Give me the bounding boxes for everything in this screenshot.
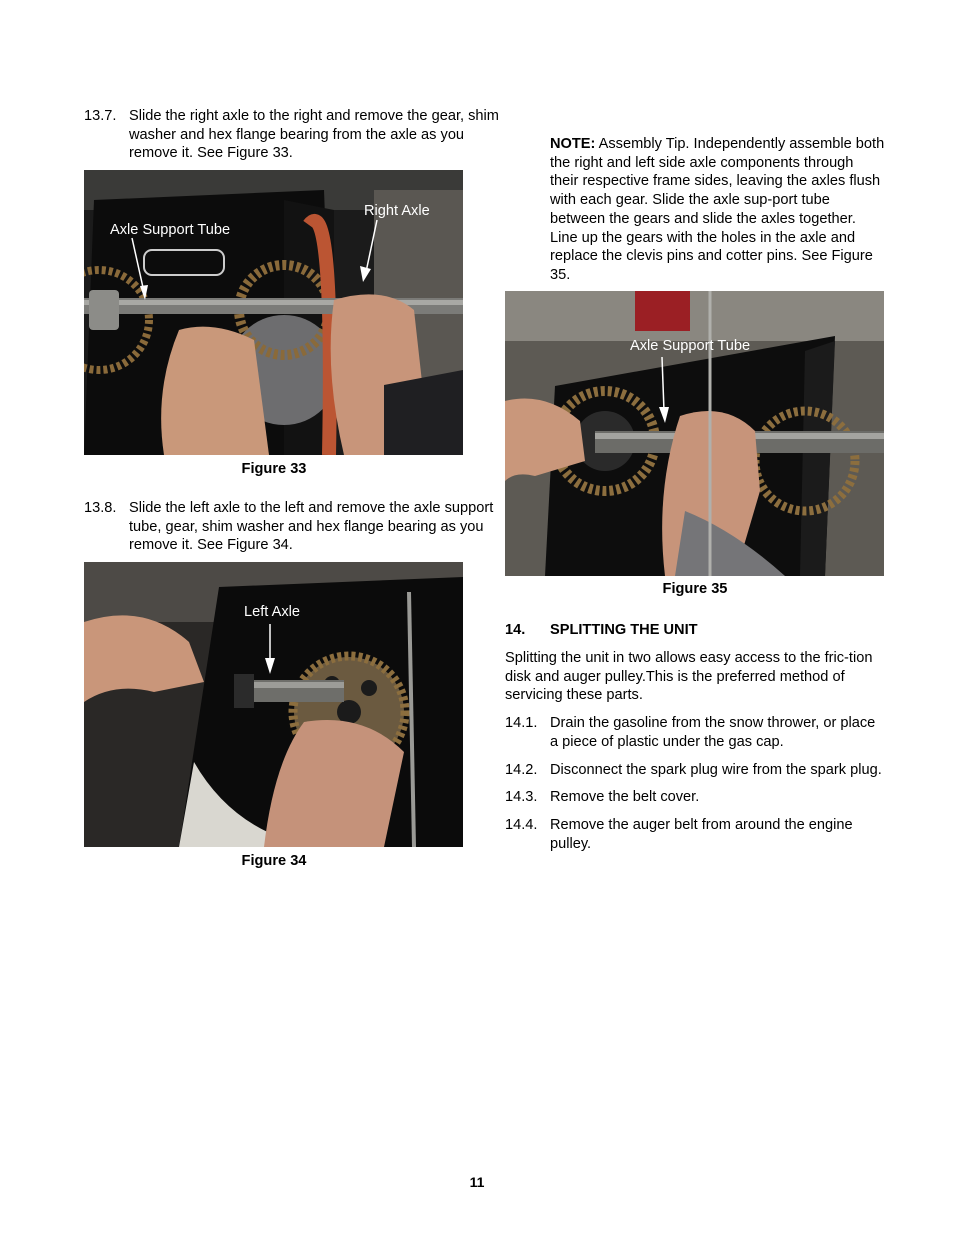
note-text: Assembly Tip. Independently assemble both the right and left side axle components through their respective frame sides, leaving the axles flush with each gear. Slide the axle sup-port tube between the gears and slide the axles together. Line up the gears with the holes in the axle and replace the clevis pins and cotter pins. See Figure 35. [550,136,885,283]
section-number: 14. [505,622,526,639]
right-column [505,107,885,853]
step-number: 14.3. [505,789,538,806]
step-text: Slide the right axle to the right and remove the gear, shim washer and hex flange bearing from the axle as you remove it. See Figure 33. [129,108,499,162]
section-14-intro: Splitting the unit in two allows easy access to the fric-tion disk and auger pulley.This is the preferred method of servicing these parts. [505,650,873,704]
step-number: 13.8. [84,499,117,516]
figure-35-illustration [505,291,884,576]
step-13-8 [84,499,504,555]
figure-34-photo [84,562,463,847]
figure-34-caption: Figure 34 [241,852,307,869]
assembly-note [505,135,885,285]
step-text: Remove the auger belt from around the engine pulley. [550,816,853,852]
left-axle-label: Left Axle [244,603,300,620]
note-label: NOTE: [550,136,596,152]
step-text: Slide the left axle to the left and remove the axle support tube, gear, shim washer and hex flange bearing as you remove it. See Figure 34. [129,499,494,554]
step-number: 13.7. [84,108,117,124]
step-number: 14.2. [505,761,538,778]
step-14-3 [505,788,885,807]
step-14-4 [505,816,885,853]
axle-support-tube-label: Axle Support Tube [630,337,751,354]
figure-33-caption: Figure 33 [241,461,307,478]
step-14-1 [505,714,885,751]
left-column [84,107,499,871]
section-14-steps [505,714,885,853]
step-14-2 [505,761,885,780]
step-text: Drain the gasoline from the snow thrower, or place a piece of plastic under the gas cap. [550,715,876,750]
right-axle-label: Right Axle [364,203,430,220]
figure-33-photo [84,170,463,455]
section-14-heading [505,621,885,640]
section-title: SPLITTING THE UNIT [550,622,698,639]
figure-35-photo [505,291,884,576]
step-13-7 [84,107,504,163]
step-number: 14.1. [505,715,538,732]
page-number: 11 [469,1174,485,1190]
axle-support-tube-label: Axle Support Tube [110,222,231,239]
step-text: Disconnect the spark plug wire from the spark plug. [550,761,882,778]
step-number: 14.4. [505,816,538,833]
figure-35-caption: Figure 35 [662,580,728,597]
step-text: Remove the belt cover. [550,789,700,806]
